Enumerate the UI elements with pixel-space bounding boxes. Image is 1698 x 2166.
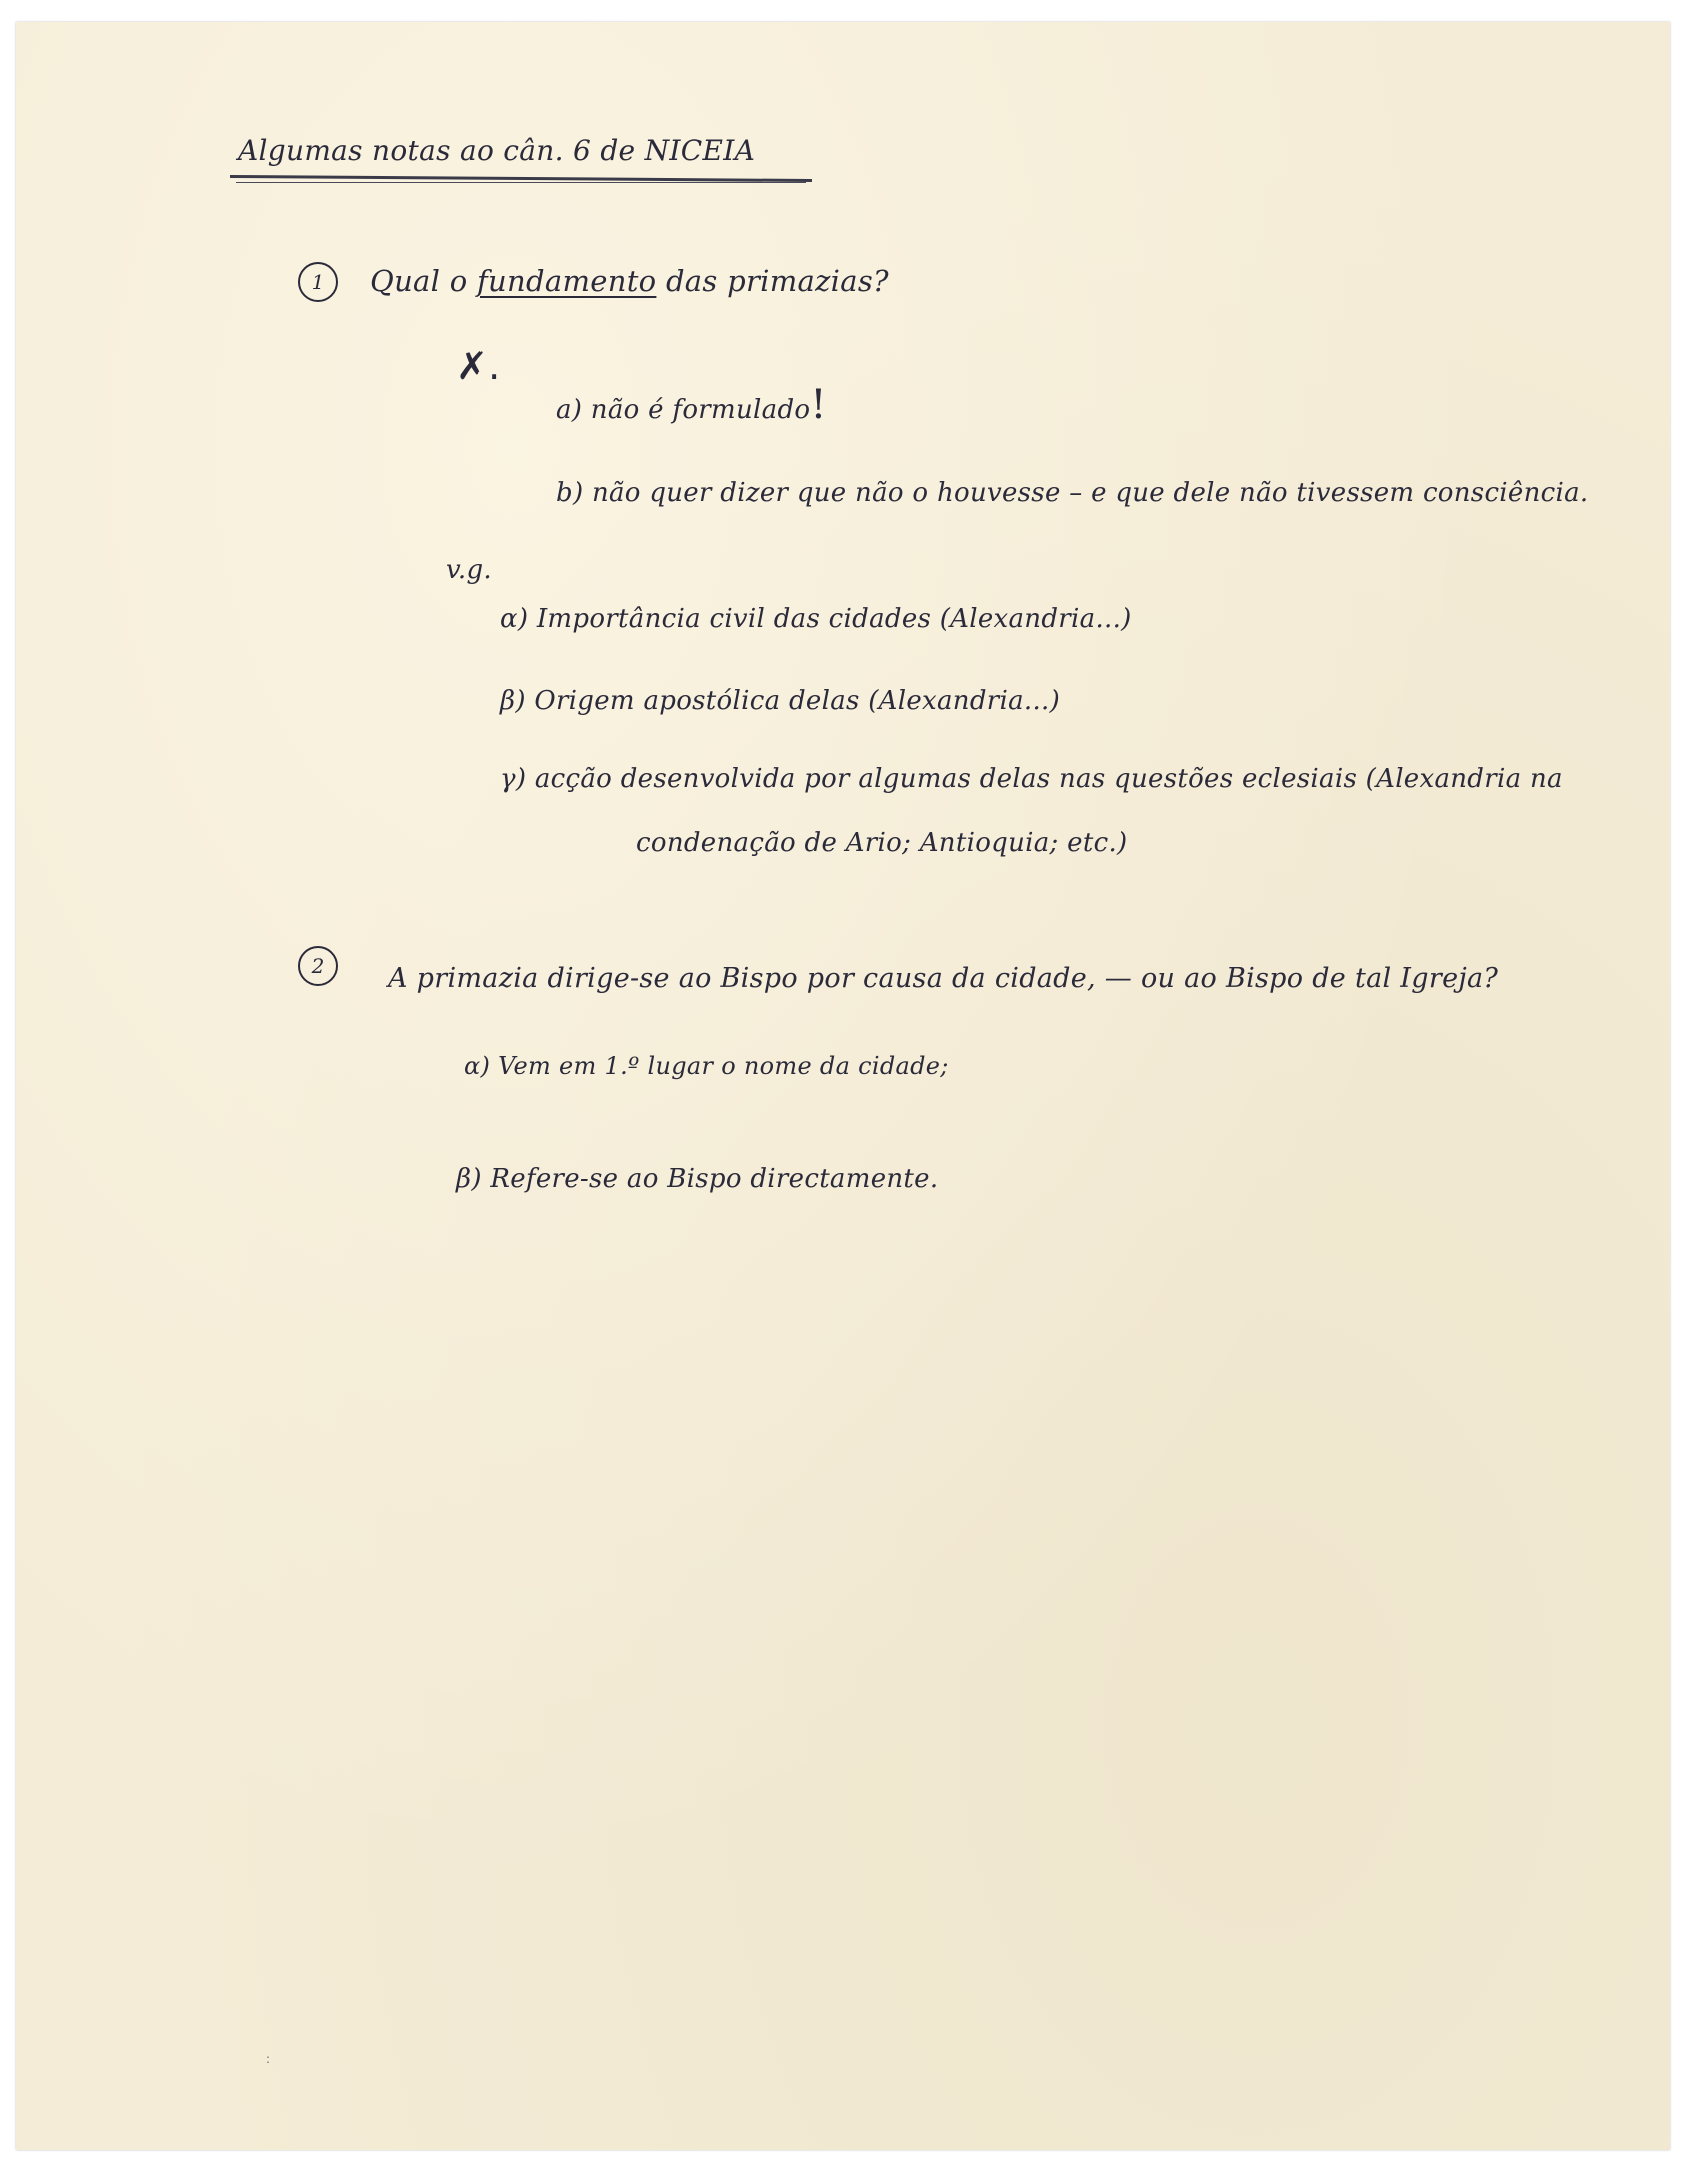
section-1-number: 1 bbox=[298, 262, 338, 302]
section-1-question bbox=[370, 264, 889, 298]
title-underline-second bbox=[236, 182, 806, 183]
section-2-question: A primazia dirige-se ao Bispo por causa da cidade, — ou ao Bispo de tal Igreja? bbox=[388, 963, 1499, 994]
paper-speck: : bbox=[266, 2052, 271, 2066]
section-1-gamma-line-2: condenação de Ario; Antioquia; etc.) bbox=[636, 828, 1128, 858]
item-a-text: a) não é formulado bbox=[556, 395, 811, 425]
vg-label: v.g. bbox=[446, 555, 492, 585]
section-2-number: 2 bbox=[298, 946, 338, 986]
section-2-alpha: α) Vem em 1.º lugar o nome da cidade; bbox=[464, 1052, 949, 1080]
section-2-beta: β) Refere-se ao Bispo directamente. bbox=[456, 1164, 939, 1194]
section-1-gamma-line-1: γ) acção desenvolvida por algumas delas nas questões eclesiais (Alexandria na bbox=[500, 764, 1563, 794]
paper-sheet bbox=[16, 22, 1670, 2150]
question-text-end: das primazias? bbox=[656, 264, 889, 298]
underlined-word: fundamento bbox=[477, 264, 657, 298]
section-1-item-b: b) não quer dizer que não o houvesse – e que dele não tivessem consciência. bbox=[556, 478, 1589, 508]
item-a-exclamation: ! bbox=[810, 382, 827, 428]
page-title: Algumas notas ao cân. 6 de NICEIA bbox=[238, 134, 756, 167]
margin-mark: ✗. bbox=[456, 344, 501, 388]
question-text-start: Qual o bbox=[370, 264, 478, 298]
section-1-alpha: α) Importância civil das cidades (Alexandria...) bbox=[500, 604, 1132, 634]
section-1-beta: β) Origem apostólica delas (Alexandria...) bbox=[500, 686, 1061, 716]
title-underline bbox=[230, 175, 812, 182]
section-1-item-a bbox=[556, 382, 827, 428]
